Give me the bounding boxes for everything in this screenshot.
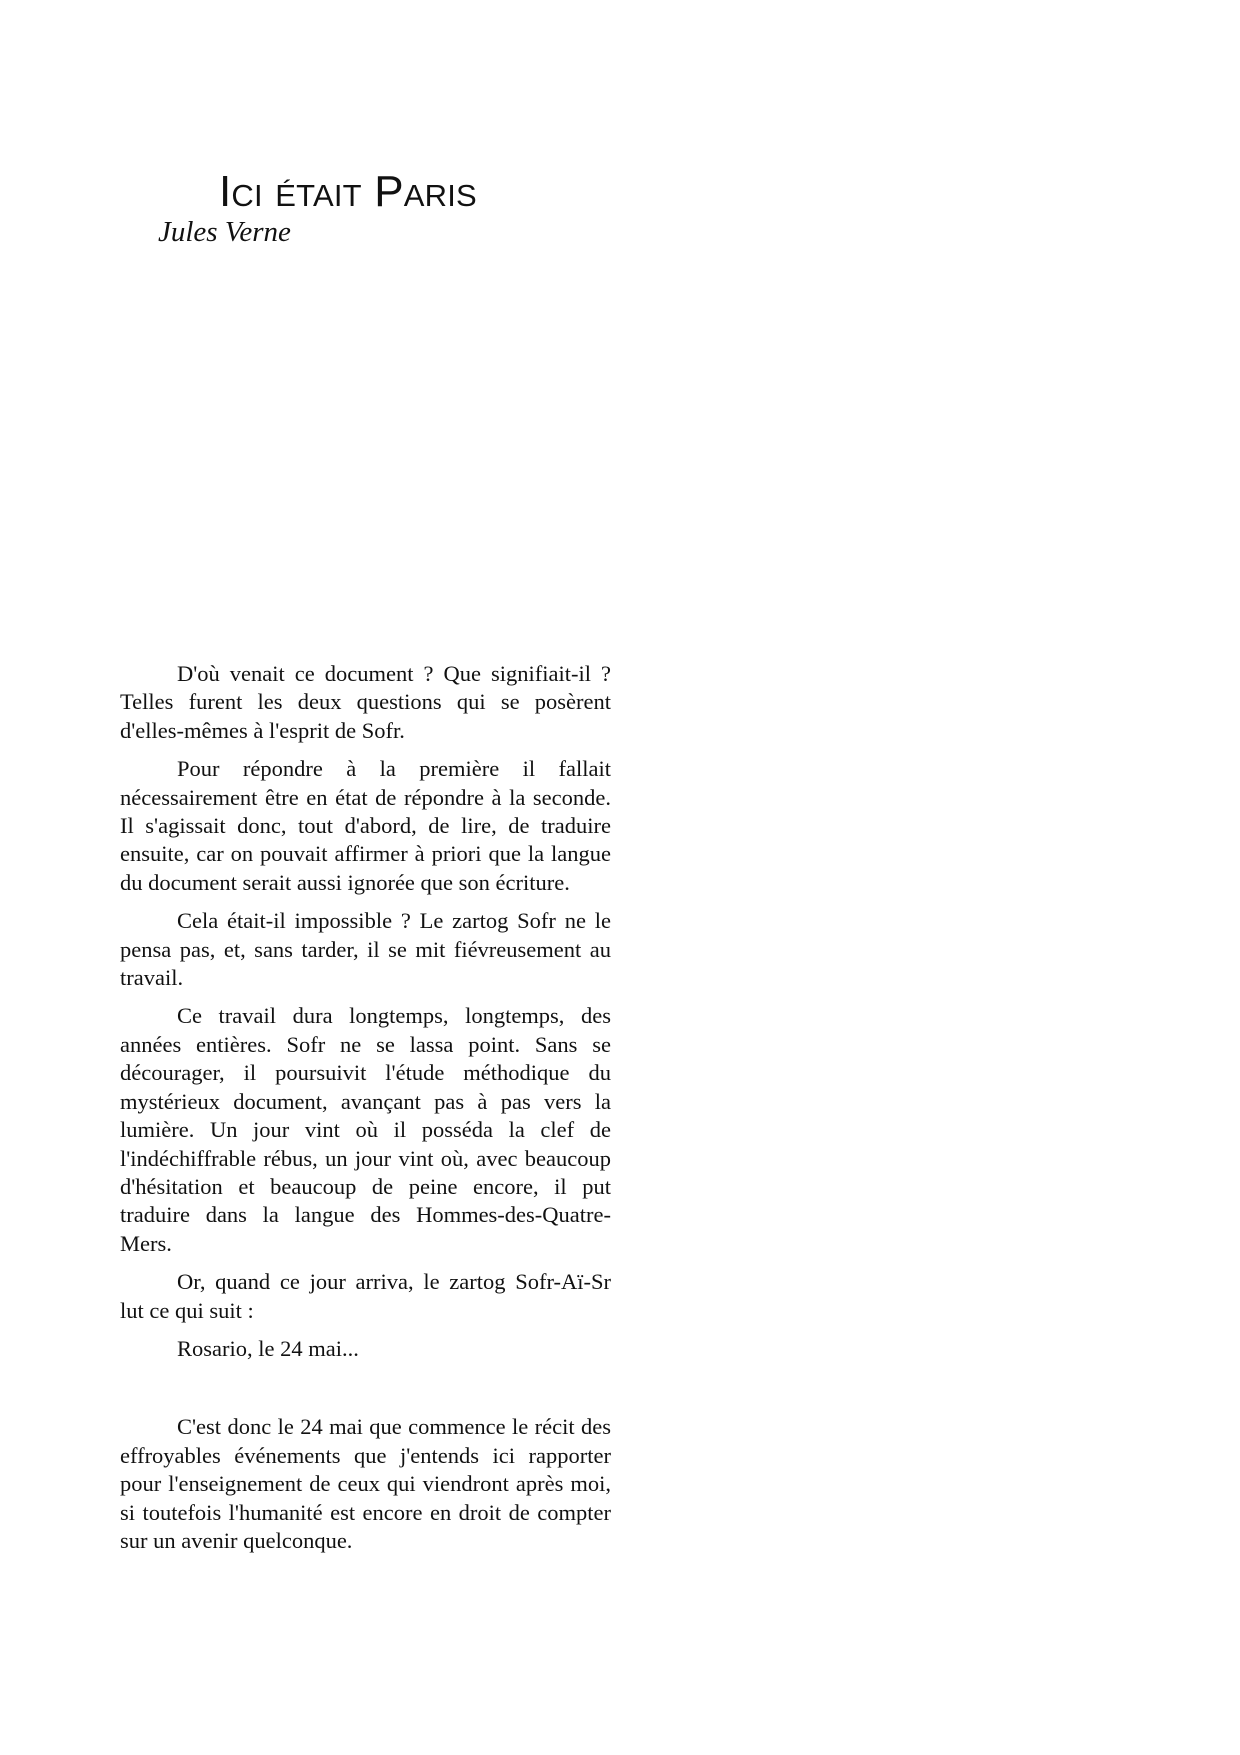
paragraph: D'où venait ce document ? Que signifiait-il ? Telles furent les deux questions qui se posèrent d'elles-mêmes à l'esprit de Sofr. (120, 661, 611, 743)
document-body (120, 660, 611, 1565)
paragraph: Pour répondre à la première il fallait nécessairement être en état de répondre à la seconde. Il s'agissait donc, tout d'abord, de lire, de traduire ensuite, car on pouvait affirmer à priori que la langue du document serait aussi ignorée que son écriture. (120, 756, 611, 895)
paragraph: Or, quand ce jour arriva, le zartog Sofr-Aï-Sr lut ce qui suit : (120, 1269, 611, 1323)
document-author: Jules Verne (158, 216, 291, 248)
document-title: Ici était Paris (219, 167, 477, 216)
dateline-paragraph: Rosario, le 24 mai... (177, 1335, 359, 1361)
paragraph: C'est donc le 24 mai que commence le récit des effroyables événements que j'entends ici rapporter pour l'enseignement de ceux qui viendront après moi, si toutefois l'humanité est encore en droit de compter sur un avenir quelconque. (120, 1414, 611, 1553)
paragraph: Ce travail dura longtemps, longtemps, des années entières. Sofr ne se lassa point. Sans se décourager, il poursuivit l'étude méthodique du mystérieux document, avançant pas à pas vers la lumière. Un jour vint où il posséda la clef de l'indéchiffrable rébus, un jour vint où, avec beaucoup d'hésitation et beaucoup de peine encore, il put traduire dans la langue des Hommes-des-Quatre-Mers. (120, 1003, 611, 1256)
paragraph: Cela était-il impossible ? Le zartog Sofr ne le pensa pas, et, sans tarder, il se mit fiévreusement au travail. (120, 908, 611, 991)
